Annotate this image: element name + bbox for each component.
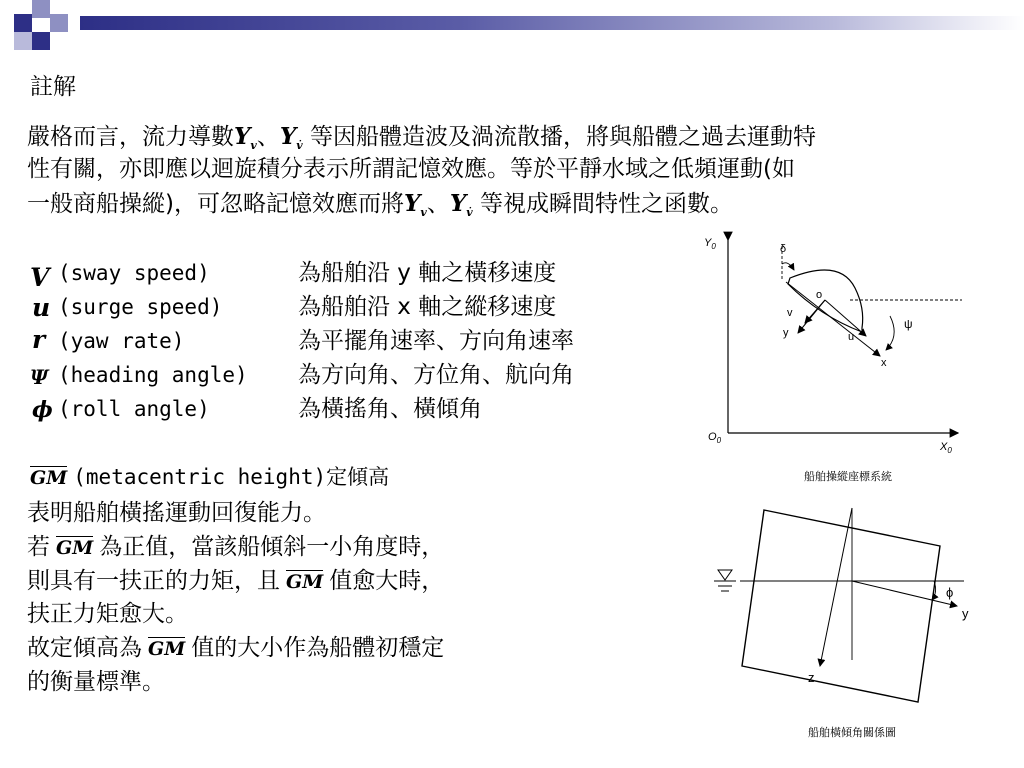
- def-symbol: Ψ: [30, 365, 49, 389]
- def-chinese: 為船舶沿 x 軸之縱移速度: [298, 294, 557, 320]
- gm-line-2: 表明船舶橫搖運動回復能力。: [27, 500, 326, 526]
- para-line-3: [27, 188, 733, 228]
- u-label: u: [848, 331, 855, 343]
- v-label: v: [787, 307, 793, 319]
- para-line-2: 性有關，亦即應以迴旋積分表示所謂記憶效應。等於平靜水域之低頻運動(如: [27, 156, 795, 182]
- o0-label: $O_0$: [708, 431, 722, 445]
- ship-coordinate-figure: [690, 228, 990, 490]
- gm-text: 值的大小作為船體初穩定: [191, 635, 445, 661]
- heel-angle-figure: [702, 500, 992, 750]
- def-english: (roll angle): [58, 397, 210, 421]
- para-text: 等因船體造波及渦流散播，將與船體之過去運動特: [309, 124, 816, 150]
- water-symbol: [714, 570, 736, 591]
- figure-caption: 船舶操縱座標系統: [804, 471, 892, 483]
- separator: 、: [426, 191, 450, 217]
- gm-symbol: GM: [30, 467, 68, 489]
- def-english: (yaw rate): [58, 329, 185, 353]
- psi-label: ψ: [904, 317, 913, 331]
- page-title: 註解: [30, 74, 76, 100]
- def-chinese: 為平擺角速率、方向角速率: [298, 328, 574, 354]
- gm-symbol: GM: [148, 638, 186, 660]
- z-label: z: [808, 670, 815, 685]
- z-body-axis: [820, 508, 852, 666]
- gm-symbol: GM: [286, 571, 324, 593]
- gm-text: 故定傾高為: [27, 635, 142, 661]
- header-bar: [80, 16, 1024, 30]
- header-square-4: [32, 32, 50, 50]
- def-symbol: u: [32, 293, 51, 322]
- yv-symbol: $Y_v$: [234, 123, 257, 152]
- header-square-2: [32, 0, 50, 18]
- def-chinese: 為橫搖角、橫傾角: [298, 396, 482, 422]
- def-chinese: 為方向角、方位角、航向角: [298, 362, 574, 388]
- def-symbol: V: [30, 263, 50, 292]
- gm-line-1: [30, 462, 389, 493]
- y0-label: $Y_0$: [704, 237, 716, 251]
- phi-label: ϕ: [946, 585, 954, 600]
- yvdot-symbol: $Y_{v̇}$: [279, 123, 303, 152]
- def-symbol: r: [32, 325, 46, 354]
- para-text: 嚴格而言，流力導數: [27, 124, 234, 150]
- x-label: x: [881, 357, 887, 369]
- def-symbol: ϕ: [32, 397, 53, 423]
- gm-text: 值愈大時，: [329, 568, 445, 594]
- gm-text: 為正值，當該船傾斜一小角度時，: [99, 534, 445, 560]
- yv-symbol: $Y_v$: [403, 190, 427, 219]
- def-chinese: 為船舶沿 y 軸之橫移速度: [298, 260, 557, 286]
- gm-line-5: 扶正力矩愈大。: [27, 601, 188, 627]
- tilted-hull: [742, 510, 940, 702]
- separator: 、: [256, 124, 280, 150]
- gm-line-6: [27, 633, 444, 664]
- earth-axes: [728, 240, 958, 433]
- gm-definition: (metacentric height)定傾高: [73, 465, 390, 489]
- y-label: y: [783, 327, 789, 339]
- gm-text: 若: [27, 534, 50, 560]
- y-label: y: [962, 606, 969, 621]
- para-text: 一般商船操縱)，可忽略記憶效應而將: [27, 191, 404, 217]
- header-square-1: [14, 14, 32, 32]
- header-square-5: [50, 14, 68, 32]
- yaw-arc: [886, 316, 894, 350]
- yvdot-symbol: $Y_{v̇}$: [449, 190, 473, 219]
- def-english: (sway speed): [58, 261, 210, 285]
- def-english: (heading angle): [58, 363, 248, 387]
- def-english: (surge speed): [58, 295, 223, 319]
- drift-arc: [782, 263, 794, 270]
- y-body-axis: [852, 581, 957, 606]
- o-label: o: [816, 289, 823, 301]
- gm-symbol: GM: [56, 537, 94, 559]
- header-square-3: [14, 32, 32, 50]
- para-text: 等視成瞬間特性之函數。: [479, 191, 733, 217]
- figure-caption: 船舶橫傾角關係圖: [808, 727, 896, 739]
- x-body-axis: [786, 282, 880, 356]
- gm-text: 則具有一扶正的力矩，且: [27, 568, 280, 594]
- x0-label: $X_0$: [940, 441, 952, 455]
- gm-line-7: 的衡量標準。: [27, 669, 165, 695]
- delta-label: δ: [780, 243, 787, 255]
- gm-line-4: [27, 566, 444, 597]
- gm-line-3: [27, 532, 444, 563]
